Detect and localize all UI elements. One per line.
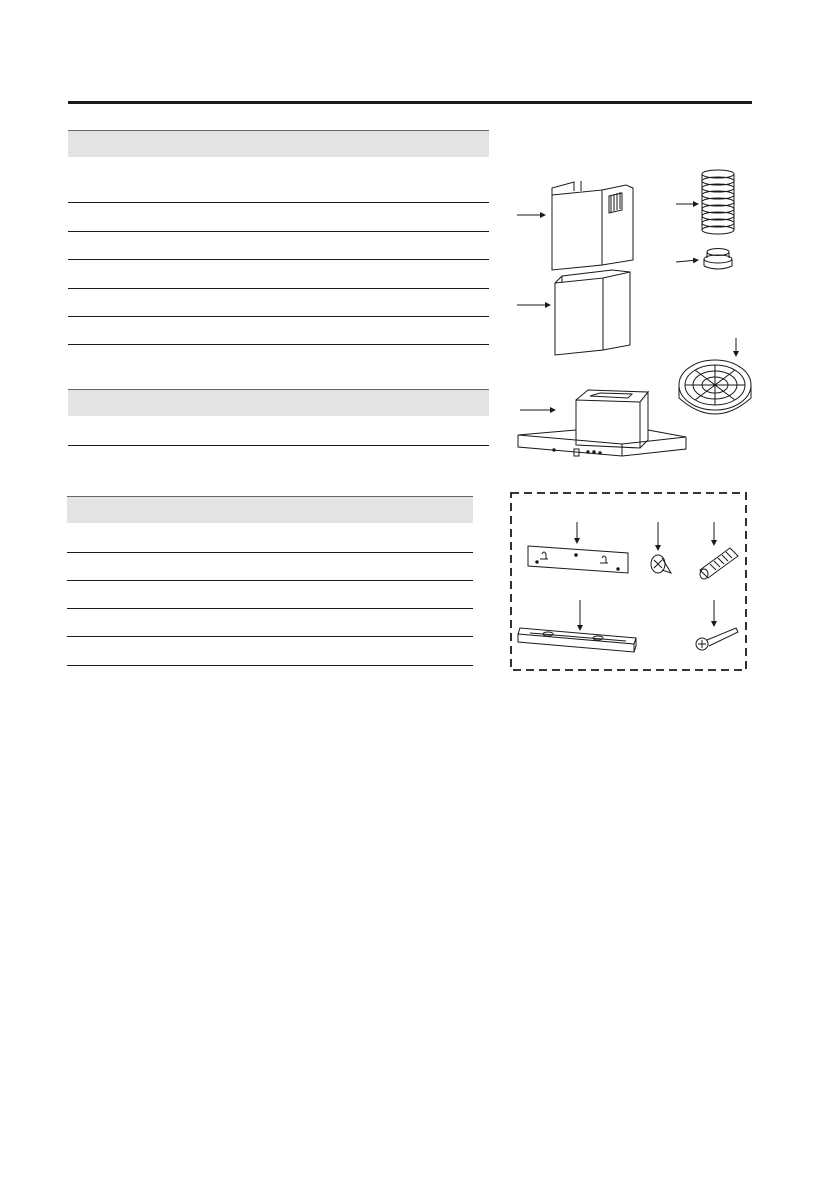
table-header <box>67 496 473 523</box>
long-screw-icon <box>696 628 738 650</box>
hood-body-icon <box>518 390 686 456</box>
table-row <box>67 637 473 666</box>
table-row <box>67 523 473 553</box>
top-rule <box>68 101 752 104</box>
table-row <box>68 232 489 260</box>
wall-bracket-icon <box>528 546 628 573</box>
arrow <box>676 260 698 262</box>
parts-illustration <box>490 160 760 680</box>
chimney-bracket-icon <box>518 628 636 652</box>
table-row <box>68 289 489 317</box>
carbon-filter-icon <box>679 360 751 414</box>
table-row <box>67 609 473 637</box>
table-row <box>67 581 473 609</box>
table-row <box>68 416 489 446</box>
table-row <box>68 317 489 345</box>
table-row <box>68 203 489 232</box>
duct-adapter-icon <box>704 249 732 270</box>
table-header <box>68 130 489 157</box>
table-row <box>67 553 473 581</box>
table-header <box>68 389 489 416</box>
parts-table-3 <box>67 496 473 666</box>
parts-table-1 <box>68 130 489 345</box>
table-row <box>68 260 489 289</box>
upper-chimney-icon <box>552 181 633 270</box>
screw-icon <box>651 555 671 573</box>
lower-chimney-icon <box>555 270 630 355</box>
table-row <box>68 157 489 203</box>
flexible-duct-icon <box>702 170 734 234</box>
wall-plug-icon <box>700 548 738 579</box>
parts-table-2 <box>68 389 489 446</box>
